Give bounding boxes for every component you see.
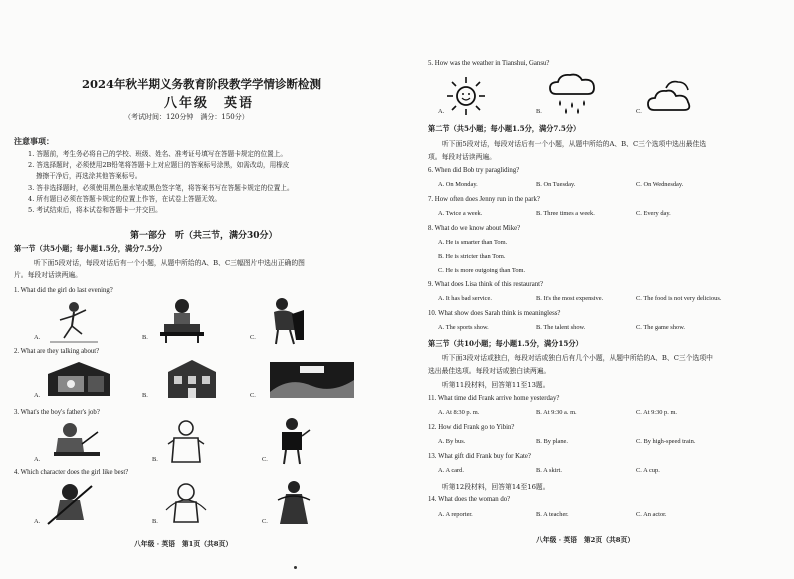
sun-icon — [446, 76, 486, 116]
option-b: B. It's the most expensive. — [536, 295, 604, 302]
cloudy-icon — [646, 78, 696, 114]
exam-info: （考试时间：120分钟 满分：150分） — [124, 113, 249, 121]
material-12-instruction: 听第12段材料，回答第14至16题。 — [442, 483, 550, 491]
notice-item: 4. 所有题目必须在答题卡规定的位置上作答，在试卷上答题无效。 — [28, 195, 222, 203]
option-c: C. The food is not very delicious. — [636, 295, 722, 302]
option-c: C. On Wednesday. — [636, 181, 684, 188]
option-b-label: B. — [142, 334, 148, 341]
option-b: B. At 9:30 a. m. — [536, 409, 577, 416]
question-4: 4. Which character does the girl like best? — [14, 469, 129, 476]
option-b-label: B. — [152, 456, 158, 463]
girl-sitting-picture — [264, 296, 308, 346]
option-b: B. A teacher. — [536, 511, 569, 518]
section2-title: 第二节（共5小题；每小题1.5分，满分7.5分） — [428, 124, 581, 133]
exam-subtitle: 八年级 英语 — [164, 96, 255, 111]
option-c: C. The game show. — [636, 324, 685, 331]
question-12: 12. How did Frank go to Yibin? — [428, 424, 515, 431]
question-5: 5. How was the weather in Tianshui, Gansu? — [428, 60, 550, 67]
option-a: A. On Monday. — [438, 181, 478, 188]
scan-speck — [294, 566, 297, 569]
left-page — [12, 0, 404, 579]
option-c: C. A cup. — [636, 467, 660, 474]
option-c: C. By high-speed train. — [636, 438, 696, 445]
option-a: A. The sports show. — [438, 324, 489, 331]
writer-picture — [48, 420, 106, 464]
section1-directions: 片。每段对话读两遍。 — [14, 271, 82, 279]
option-c-label: C. — [636, 108, 642, 115]
waiter-picture — [272, 416, 312, 466]
option-a-label: A. — [34, 334, 41, 341]
section3-directions: 选出最佳选项。每段对话或独白读两遍。 — [428, 367, 551, 375]
material-11-instruction: 听第11段材料，回答第11至13题。 — [442, 381, 550, 389]
question-7: 7. How often does Jenny run in the park? — [428, 196, 540, 203]
option-b-label: B. — [152, 518, 158, 525]
monkey-king-picture — [46, 480, 94, 526]
option-a: A. It has bad service. — [438, 295, 492, 302]
nezha-picture — [162, 480, 210, 526]
notice-item: 5. 考试结束后，将本试卷和答题卡一并交回。 — [28, 206, 162, 214]
page-footer: 八年级 · 英语 第2页（共8页） — [536, 536, 635, 544]
option-a: A. A reporter. — [438, 511, 473, 518]
notice-item: 1. 答题前，考生务必将自己的学校、班级、姓名、准考证号填写在答题卡规定的位置上。 — [28, 150, 287, 158]
option-b-label: B. — [536, 108, 542, 115]
question-9: 9. What does Lisa think of this restaurant? — [428, 281, 544, 288]
bridge-picture — [270, 362, 354, 398]
notice-item: 3. 答非选择题时，必须使用黑色墨水笔或黑色签字笔，将答案书写在答题卡规定的位置上。 — [28, 184, 294, 192]
option-a-label: A. — [34, 392, 41, 399]
option-c-label: C. — [250, 334, 256, 341]
section1-directions: 听下面5段对话，每段对话后有一个小题，从题中所给的A、B、C三幅图片中选出正确的图 — [34, 259, 305, 267]
question-14: 14. What does the woman do? — [428, 496, 511, 503]
option-a: A. A card. — [438, 467, 464, 474]
option-a: A. At 8:30 p. m. — [438, 409, 480, 416]
house-picture — [164, 358, 220, 400]
rain-cloud-icon — [546, 72, 600, 116]
option-a-label: A. — [34, 518, 41, 525]
right-page — [412, 0, 788, 579]
notice-item: 擦擦干净后，再选涂其他答案标号。 — [36, 172, 142, 180]
option-a: A. By bus. — [438, 438, 466, 445]
option-a: A. Twice a week. — [438, 210, 483, 217]
option-c: C. An actor. — [636, 511, 667, 518]
question-8: 8. What do we know about Mike? — [428, 225, 521, 232]
option-c-label: C. — [262, 456, 268, 463]
question-1: 1. What did the girl do last evening? — [14, 287, 113, 294]
lady-character-picture — [274, 478, 314, 526]
section3-title: 第三节（共10小题；每小题1.5分，满分15分） — [428, 339, 583, 348]
question-2: 2. What are they talking about? — [14, 348, 100, 355]
option-a: A. He is smarter than Tom. — [438, 239, 508, 246]
question-3: 3. What's the boy's father's job? — [14, 409, 100, 416]
option-b: B. Three times a week. — [536, 210, 595, 217]
option-b: B. He is stricter than Tom. — [438, 253, 506, 260]
tv-picture — [44, 360, 114, 400]
option-c: C. Every day. — [636, 210, 671, 217]
question-11: 11. What time did Frank arrive home yesterday? — [428, 395, 560, 402]
girl-reading-picture — [152, 296, 212, 344]
option-b: B. On Tuesday. — [536, 181, 576, 188]
question-6: 6. When did Bob try paragliding? — [428, 167, 520, 174]
option-c-label: C. — [250, 392, 256, 399]
option-b: B. By plane. — [536, 438, 568, 445]
section2-directions: 听下面5段对话，每段对话后有一个小题，从题中所给的A、B、C三个选项中选出最佳选 — [442, 140, 707, 148]
section1-title: 第一节（共5小题；每小题1.5分，满分7.5分） — [14, 244, 167, 253]
exam-title: 2024年秋半期义务教育阶段教学学情诊断检测 — [82, 77, 322, 91]
option-a-label: A. — [438, 108, 445, 115]
option-c: C. At 9:30 p. m. — [636, 409, 678, 416]
doctor-picture — [164, 418, 208, 464]
option-c-label: C. — [262, 518, 268, 525]
girl-dancing-picture — [46, 300, 102, 344]
notice-heading: 注意事项： — [14, 136, 54, 146]
option-a-label: A. — [34, 456, 41, 463]
option-b: B. The talent show. — [536, 324, 586, 331]
section3-directions: 听下面3段对话或独白，每段对话或独白后有几个小题，从题中所给的A、B、C三个选项中 — [442, 354, 713, 362]
question-13: 13. What gift did Frank buy for Kate? — [428, 453, 531, 460]
page-footer: 八年级 · 英语 第1页（共8页） — [134, 540, 233, 548]
option-b: B. A skirt. — [536, 467, 562, 474]
question-10: 10. What show does Sarah think is meaningless? — [428, 310, 561, 317]
notice-item: 2. 答选择题时，必须使用2B铅笔将答题卡上对应题目的答案标号涂黑，如需改动，用橡皮 — [28, 161, 290, 169]
option-b-label: B. — [142, 392, 148, 399]
option-c: C. He is more outgoing than Tom. — [438, 267, 526, 274]
section2-directions: 项。每段对话读两遍。 — [428, 153, 496, 161]
part-title: 第一部分 听（共三节，满分30分） — [130, 231, 278, 241]
